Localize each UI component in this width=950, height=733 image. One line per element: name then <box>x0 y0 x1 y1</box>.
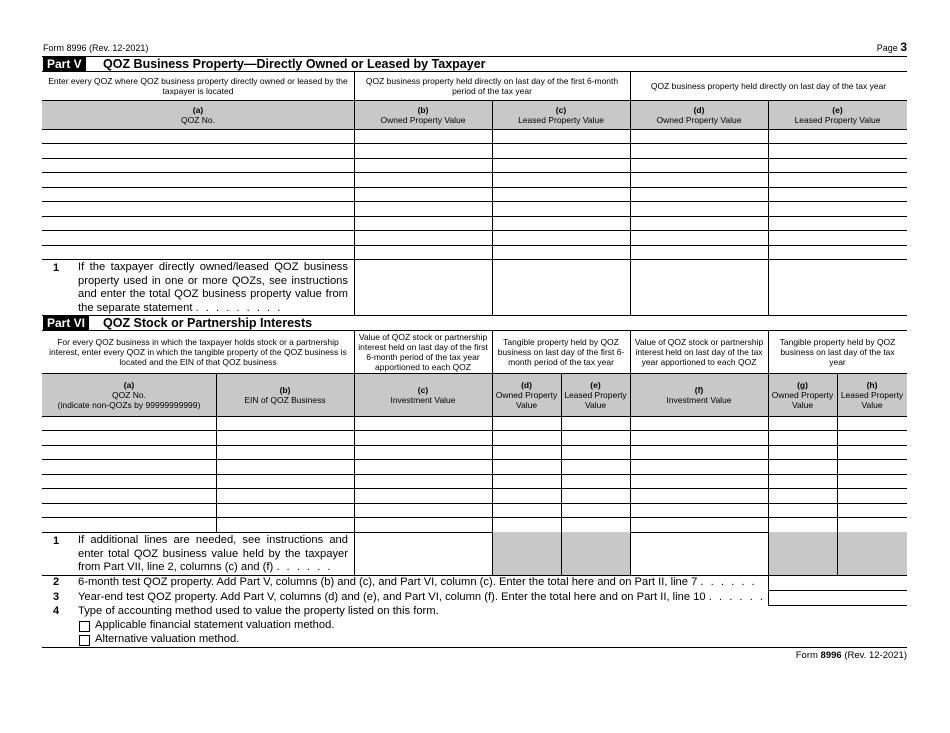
part-v-col-b-header <box>354 100 492 129</box>
part-vi-col-d-header <box>492 373 561 416</box>
part-v-col-c-header <box>492 100 630 129</box>
part-v-desc-de: QOZ business property held directly on last day of the tax year <box>650 80 887 91</box>
col-letter: (c) <box>417 384 429 395</box>
page-word: Page <box>876 43 898 53</box>
part-vi-col-g-header <box>768 373 837 416</box>
line-text: 6-month test QOZ property. Add Part V, columns (b) and (c), and Part VI, column (c). Enter the total here and on Part II, line 7 <box>78 576 698 588</box>
col-label: Owned Property Value <box>380 114 466 125</box>
part-vi-desc-c: Value of QOZ stock or partnership interest held on last day of the first 6-month period of the tax year apportioned to each QOZ <box>358 331 488 372</box>
part-v-col-e-header <box>768 100 907 129</box>
col-label: EIN of QOZ Business <box>244 394 326 405</box>
line4-number: 4 <box>53 605 60 617</box>
col-label: Leased Property Value <box>840 389 904 410</box>
line2-text <box>78 576 757 590</box>
col-label: Leased Property Value <box>518 114 604 125</box>
part-vi-entry-grid[interactable] <box>42 416 907 532</box>
col-letter: (a) <box>192 104 204 115</box>
footer-rev: (Rev. 12-2021) <box>844 650 907 661</box>
line2-total-field[interactable] <box>768 575 907 590</box>
line-text: Year-end test QOZ property. Add Part V, columns (d) and (e), and Part VI, column (f). Enter the total here and on Part II, line 10 <box>78 591 706 603</box>
col-label: Investment Value <box>666 394 732 405</box>
footer-form-id <box>796 650 907 661</box>
part-v-desc-bc: QOZ business property held directly on last day of the first 6-month period of the tax year <box>365 75 619 96</box>
part-v-line1-total-b[interactable] <box>354 260 492 315</box>
col-letter: (b) <box>417 104 429 115</box>
col-letter: (b) <box>279 384 291 395</box>
line2-number: 2 <box>53 576 60 588</box>
leader-dots: . . . . . . . . . <box>195 301 283 314</box>
part-vi-line1-total-c[interactable] <box>354 532 492 575</box>
footer-form-num: 8996 <box>820 650 842 661</box>
part-vi-line1-number: 1 <box>53 535 60 547</box>
part-vi-desc-gh: Tangible property held by QOZ business on last day of the tax year <box>779 336 896 367</box>
part-vi-badge: Part VI <box>43 316 89 331</box>
part-v-line1-text <box>78 261 348 315</box>
col-label: QOZ No. <box>180 114 215 125</box>
part-v-line1-total-c[interactable] <box>492 260 630 315</box>
col-letter: (d) <box>521 379 532 390</box>
col-letter: (h) <box>866 379 878 390</box>
page-num: 3 <box>900 40 907 54</box>
col-label: Owned Property Value <box>656 114 742 125</box>
part-vi-title: QOZ Stock or Partnership Interests <box>103 316 313 330</box>
col-letter: (a) <box>123 379 135 390</box>
line3-number: 3 <box>53 591 60 603</box>
afs-valuation-checkbox[interactable] <box>79 621 90 632</box>
part-vi-desc-de: Tangible property held by QOZ business on last day of the first 6-month period of the tax year <box>497 336 625 367</box>
col-label: Owned Property Value <box>495 389 558 410</box>
col-label: Owned Property Value <box>771 389 834 410</box>
line-text: If the taxpayer directly owned/leased QOZ business property used in one or more QOZs, see instructions and enter the total QOZ business property value from the separate statement <box>78 261 348 314</box>
leader-dots: . . . . . . <box>708 591 765 603</box>
leader-dots: . . . . . . <box>700 576 757 588</box>
line4-text: Type of accounting method used to value the property listed on this form. <box>78 605 439 617</box>
part-vi-line1-text <box>78 534 348 575</box>
part-vi-col-b-header <box>216 373 354 416</box>
page-number <box>877 40 907 54</box>
part-vi-col-f-header <box>630 373 768 416</box>
part-v-badge: Part V <box>43 57 86 72</box>
part-vi-desc-ab: For every QOZ business in which the taxpayer holds stock or a partnership interest, enter every QOZ in which the tangible property of the QOZ business is located and the EIN of that QOZ business <box>49 336 347 367</box>
col-label: QOZ No. <box>111 389 146 400</box>
col-letter: (c) <box>555 104 567 115</box>
alternative-valuation-label: Alternative valuation method. <box>95 633 240 645</box>
part-v-col-a-header <box>42 100 354 129</box>
form-revision: Form 8996 (Rev. 12-2021) <box>43 43 149 53</box>
col-letter: (d) <box>693 104 705 115</box>
part-vi-col-e-header <box>561 373 630 416</box>
part-vi-desc-f: Value of QOZ stock or partnership interest held on last day of the tax year apportioned to each QOZ <box>634 336 764 367</box>
leader-dots: . . . . . . <box>276 561 333 573</box>
part-vi-col-c-header <box>354 373 492 416</box>
part-vi-line1-total-f[interactable] <box>630 532 768 575</box>
col-letter: (f) <box>694 384 704 395</box>
col-label: Leased Property Value <box>564 389 627 410</box>
footer-form-word: Form <box>795 650 818 661</box>
line3-total-field[interactable] <box>768 590 907 605</box>
part-v-entry-grid[interactable] <box>42 129 907 260</box>
afs-valuation-label: Applicable financial statement valuation method. <box>95 619 335 631</box>
col-letter: (e) <box>832 104 843 115</box>
part-v-desc-a: Enter every QOZ where QOZ business property directly owned or leased by the taxpayer is located <box>48 75 348 96</box>
part-v-line1-number: 1 <box>53 262 60 274</box>
line3-text <box>78 591 765 605</box>
part-vi-col-h-header <box>837 373 907 416</box>
alternative-valuation-checkbox[interactable] <box>79 635 90 646</box>
col-label-note: (indicate non-QOZs by 99999999999) <box>57 399 201 410</box>
line-text: If additional lines are needed, see instructions and enter total QOZ business value held by the taxpayer from Part VII, line 2, columns (c) and (f) <box>78 534 348 573</box>
part-v-title: QOZ Business Property—Directly Owned or Leased by Taxpayer <box>103 57 486 71</box>
col-label: Investment Value <box>390 394 456 405</box>
part-vi-col-a-header <box>42 373 216 416</box>
part-v-col-d-header <box>630 100 768 129</box>
col-letter: (g) <box>797 379 808 390</box>
part-v-line1-total-e[interactable] <box>768 260 907 315</box>
part-v-line1-total-d[interactable] <box>630 260 768 315</box>
col-letter: (e) <box>590 379 601 390</box>
col-label: Leased Property Value <box>794 114 881 125</box>
